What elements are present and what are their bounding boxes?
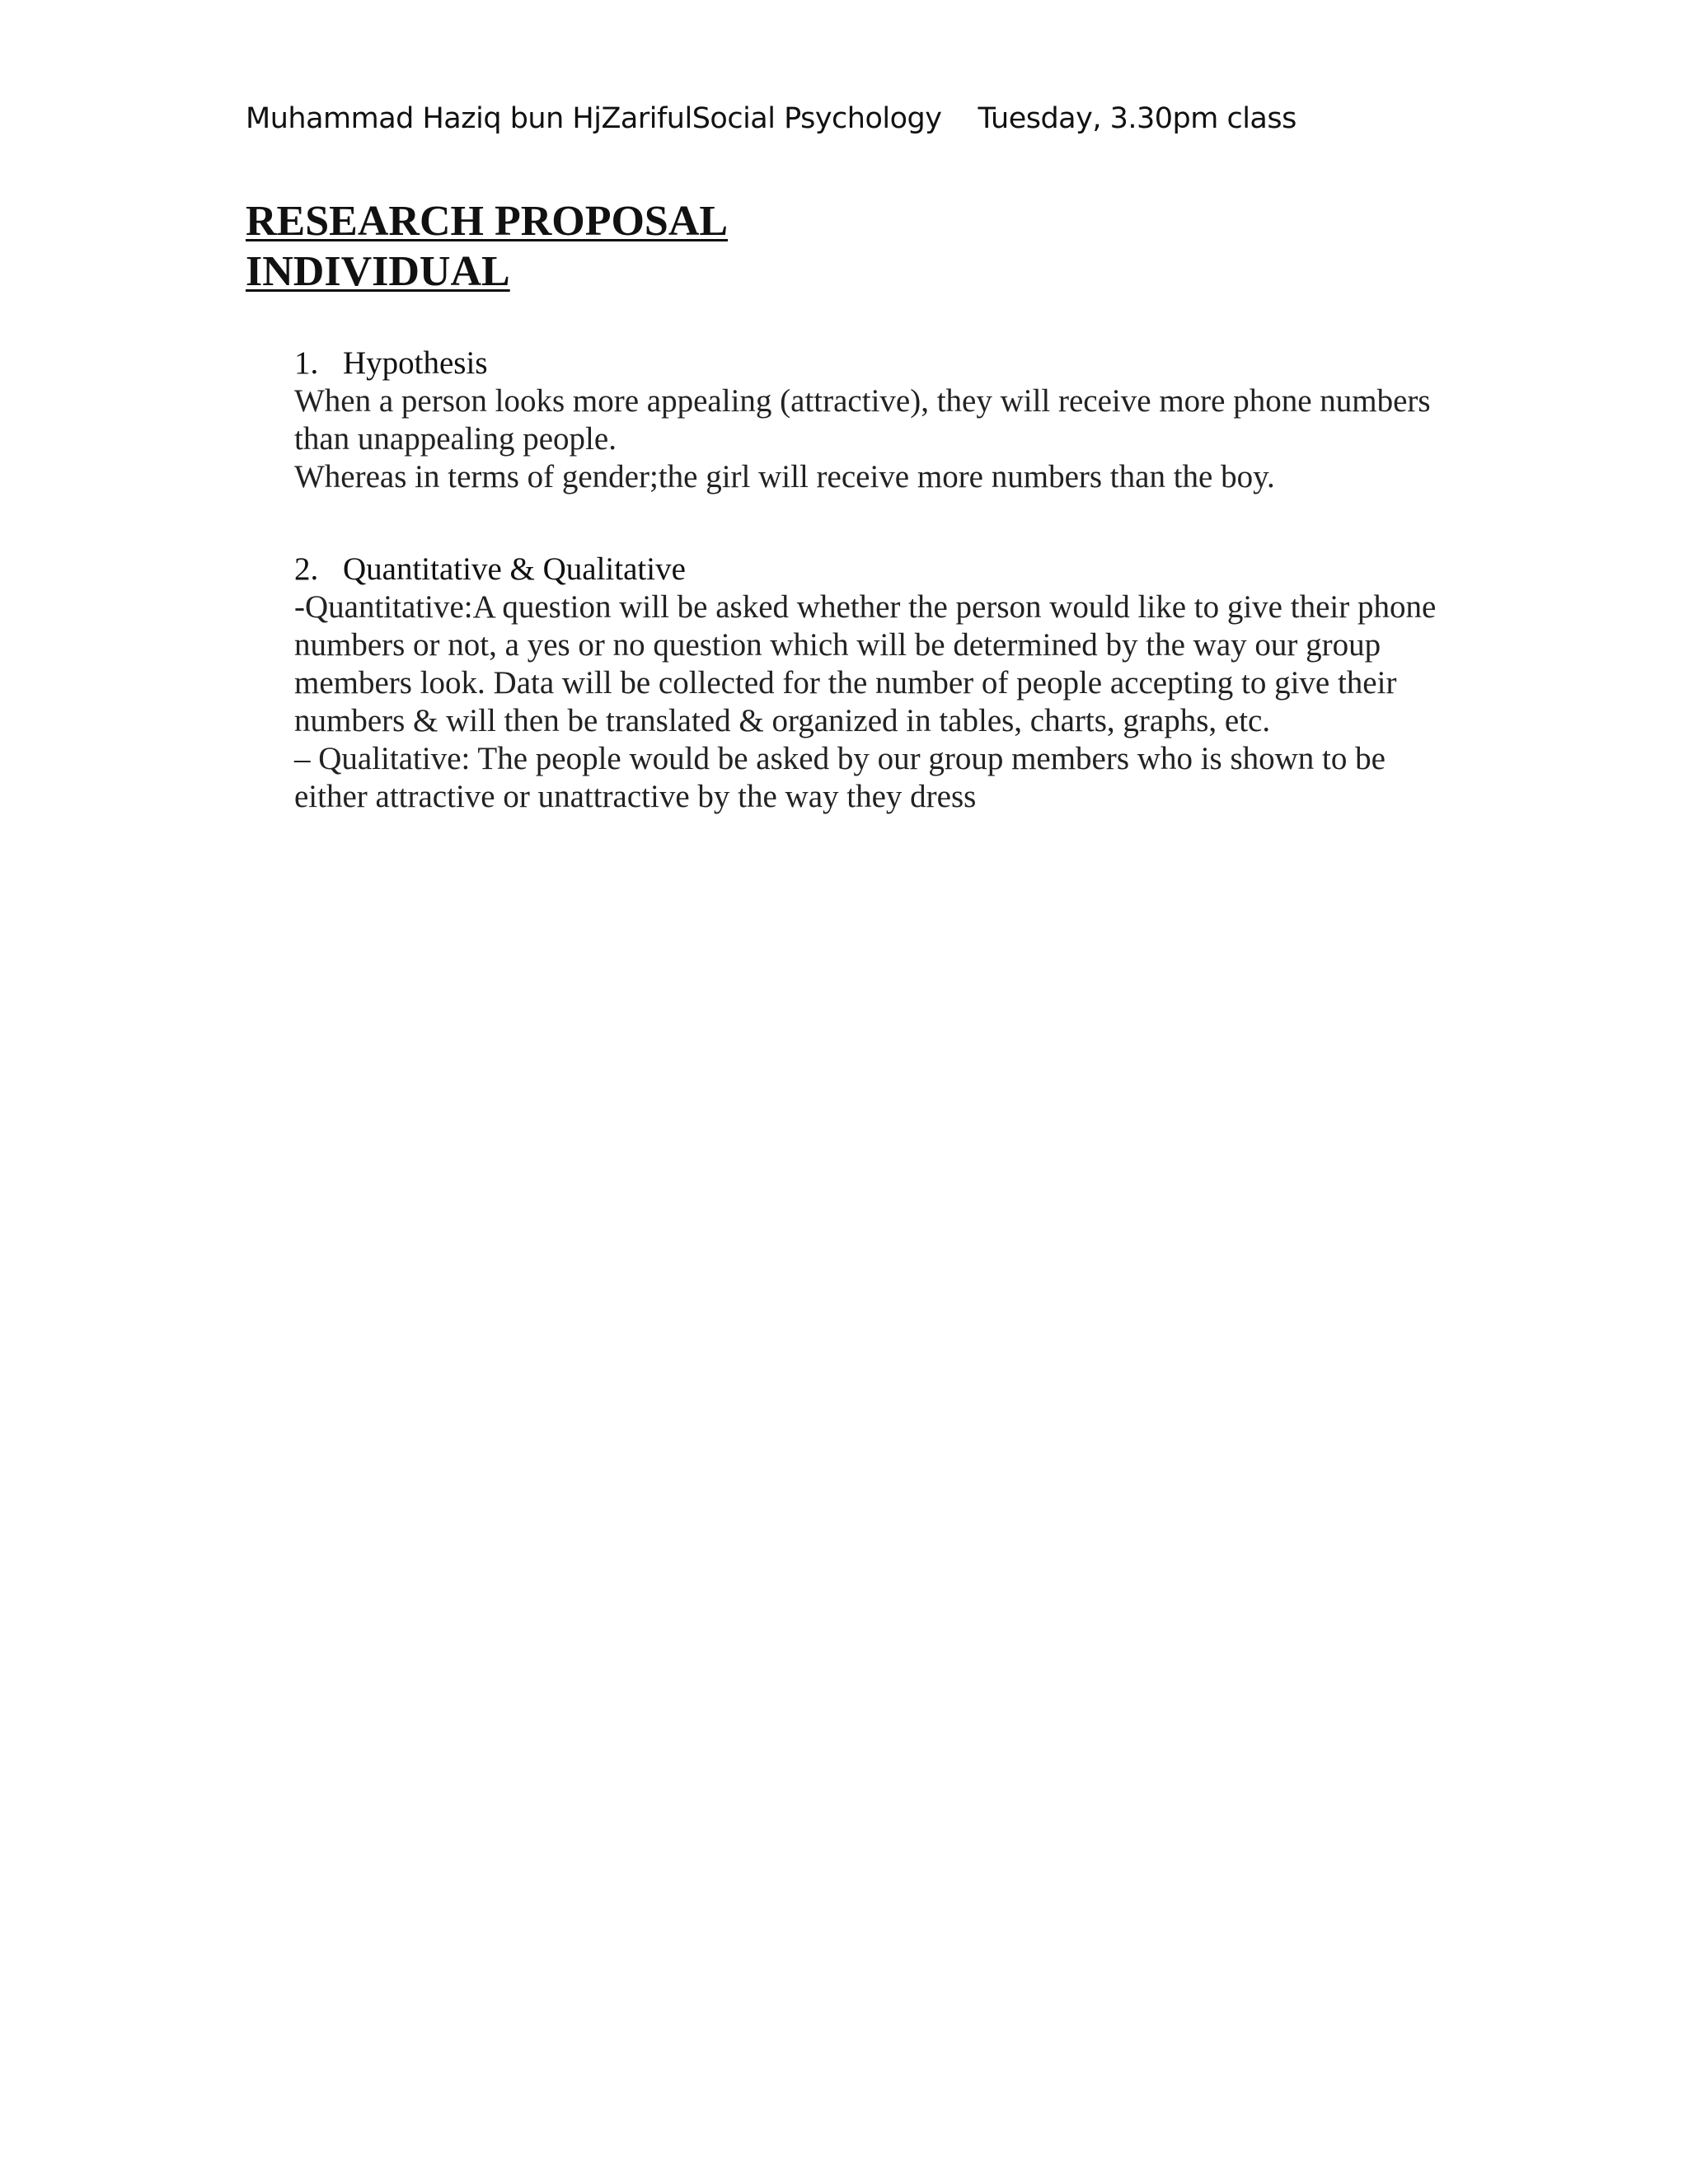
page-header: [246, 95, 1296, 143]
section-quantitative-qualitative: [294, 551, 1465, 816]
title-line-1: RESEARCH PROPOSAL: [246, 198, 729, 245]
header-author-subject: Muhammad Haziq bun HjZarifulSocial Psychology: [246, 102, 942, 135]
section-paragraph: – Qualitative: The people would be asked by our group members who is shown to be either attractive or unattractive by the way they dress: [294, 741, 1386, 814]
section-number: 1.: [294, 345, 319, 381]
document-title: [246, 196, 728, 297]
section-heading: [294, 551, 1465, 588]
section-paragraph: When a person looks more appealing (attractive), they will receive more phone numbers than unappealing people.: [294, 383, 1431, 457]
header-class-time: Tuesday, 3.30pm class: [978, 102, 1296, 135]
section-paragraph: -Quantitative:A question will be asked whether the person would like to give their phone numbers or not, a yes or no question which will be determined by the way our group members look. Data will be collected for the number of people accepting to give their numbers & will then be translated & organized in tables, charts, graphs, etc.: [294, 589, 1437, 738]
section-title: Hypothesis: [343, 345, 488, 381]
section-paragraph: Whereas in terms of gender;the girl will receive more numbers than the boy.: [294, 459, 1275, 494]
section-title: Quantitative & Qualitative: [343, 551, 686, 587]
section-heading: [294, 344, 1465, 382]
title-line-2: INDIVIDUAL: [246, 248, 510, 295]
section-number: 2.: [294, 551, 319, 587]
section-hypothesis: [294, 344, 1465, 496]
